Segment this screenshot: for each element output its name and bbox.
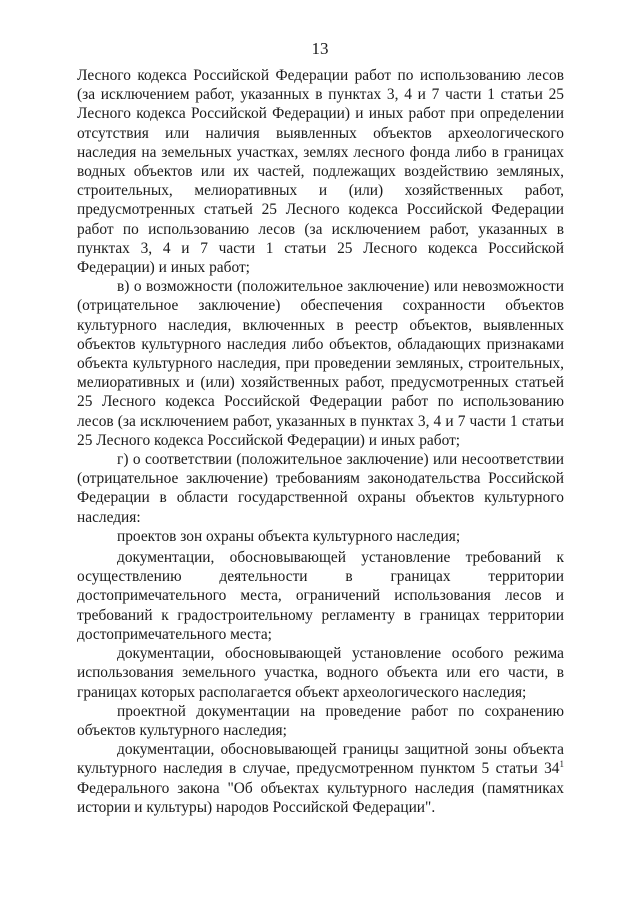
page-number: 13 (311, 39, 329, 58)
paragraph-item-g: г) о соответствии (положительное заключение) или несоответствии (отрицательное заключение) требованиям законодательства Российской Федерации в области государственной охраны объектов культурного наследия: (77, 451, 564, 526)
paragraph-protective-zone-tail: Федерального закона "Об объектах культурного наследия (памятниках истории и культуры) народов Российской Федерации". (77, 779, 564, 816)
document-body (77, 66, 564, 817)
paragraph-protective-zone-documentation (77, 740, 564, 817)
paragraph-land-use-documentation: документации, обосновывающей установление особого режима использования земельного участка, водного объекта или его части, в границах которых располагается объект археологического наследия; (77, 645, 564, 701)
article-superscript: 1 (559, 759, 564, 770)
paragraph-protective-zone-text: документации, обосновывающей границы защитной зоны объекта культурного наследия в случае, предусмотренном пунктом 5 статьи 34 (77, 741, 564, 778)
paragraph-landmark-documentation: документации, обосновывающей установление требований к осуществлению деятельности в границах территории достопримечательного места, ограничений использования лесов и требований к градостроительному регламенту в границах территории достопримечательного места; (77, 549, 564, 643)
paragraph-security-zones: проектов зон охраны объекта культурного наследия; (117, 527, 461, 545)
paragraph-continuation: Лесного кодекса Российской Федерации работ по использованию лесов (за исключением работ, указанных в пунктах 3, 4 и 7 части 1 статьи 25 Лесного кодекса Российской Федерации) и иных работ при определении отсутствия или наличия выявленных объектов археологического наследия на земельных участках, землях лесного фонда либо в границах водных объектов или их частей, подлежащих воздействию земляных, строительных, мелиоративных и (или) хозяйственных работ, предусмотренных статьей 25 Лесного кодекса Российской Федерации работ по использованию лесов (за исключением работ, указанных в пунктах 3, 4 и 7 части 1 статьи 25 Лесного кодекса Российской Федерации) и иных работ; (77, 67, 564, 277)
paragraph-item-v: в) о возможности (положительное заключение) или невозможности (отрицательное заключение) обеспечения сохранности объектов культурного наследия, включенных в реестр объектов, выявленных объектов культурного наследия либо объектов, обладающих признаками объекта культурного наследия, при проведении земляных, строительных, мелиоративных и (или) хозяйственных работ, предусмотренных статьей 25 Лесного кодекса Российской Федерации работ по использованию лесов (за исключением работ, указанных в пунктах 3, 4 и 7 части 1 статьи 25 Лесного кодекса Российской Федерации) и иных работ; (77, 278, 564, 449)
paragraph-project-documentation: проектной документации на проведение работ по сохранению объектов культурного наследия; (77, 702, 564, 739)
